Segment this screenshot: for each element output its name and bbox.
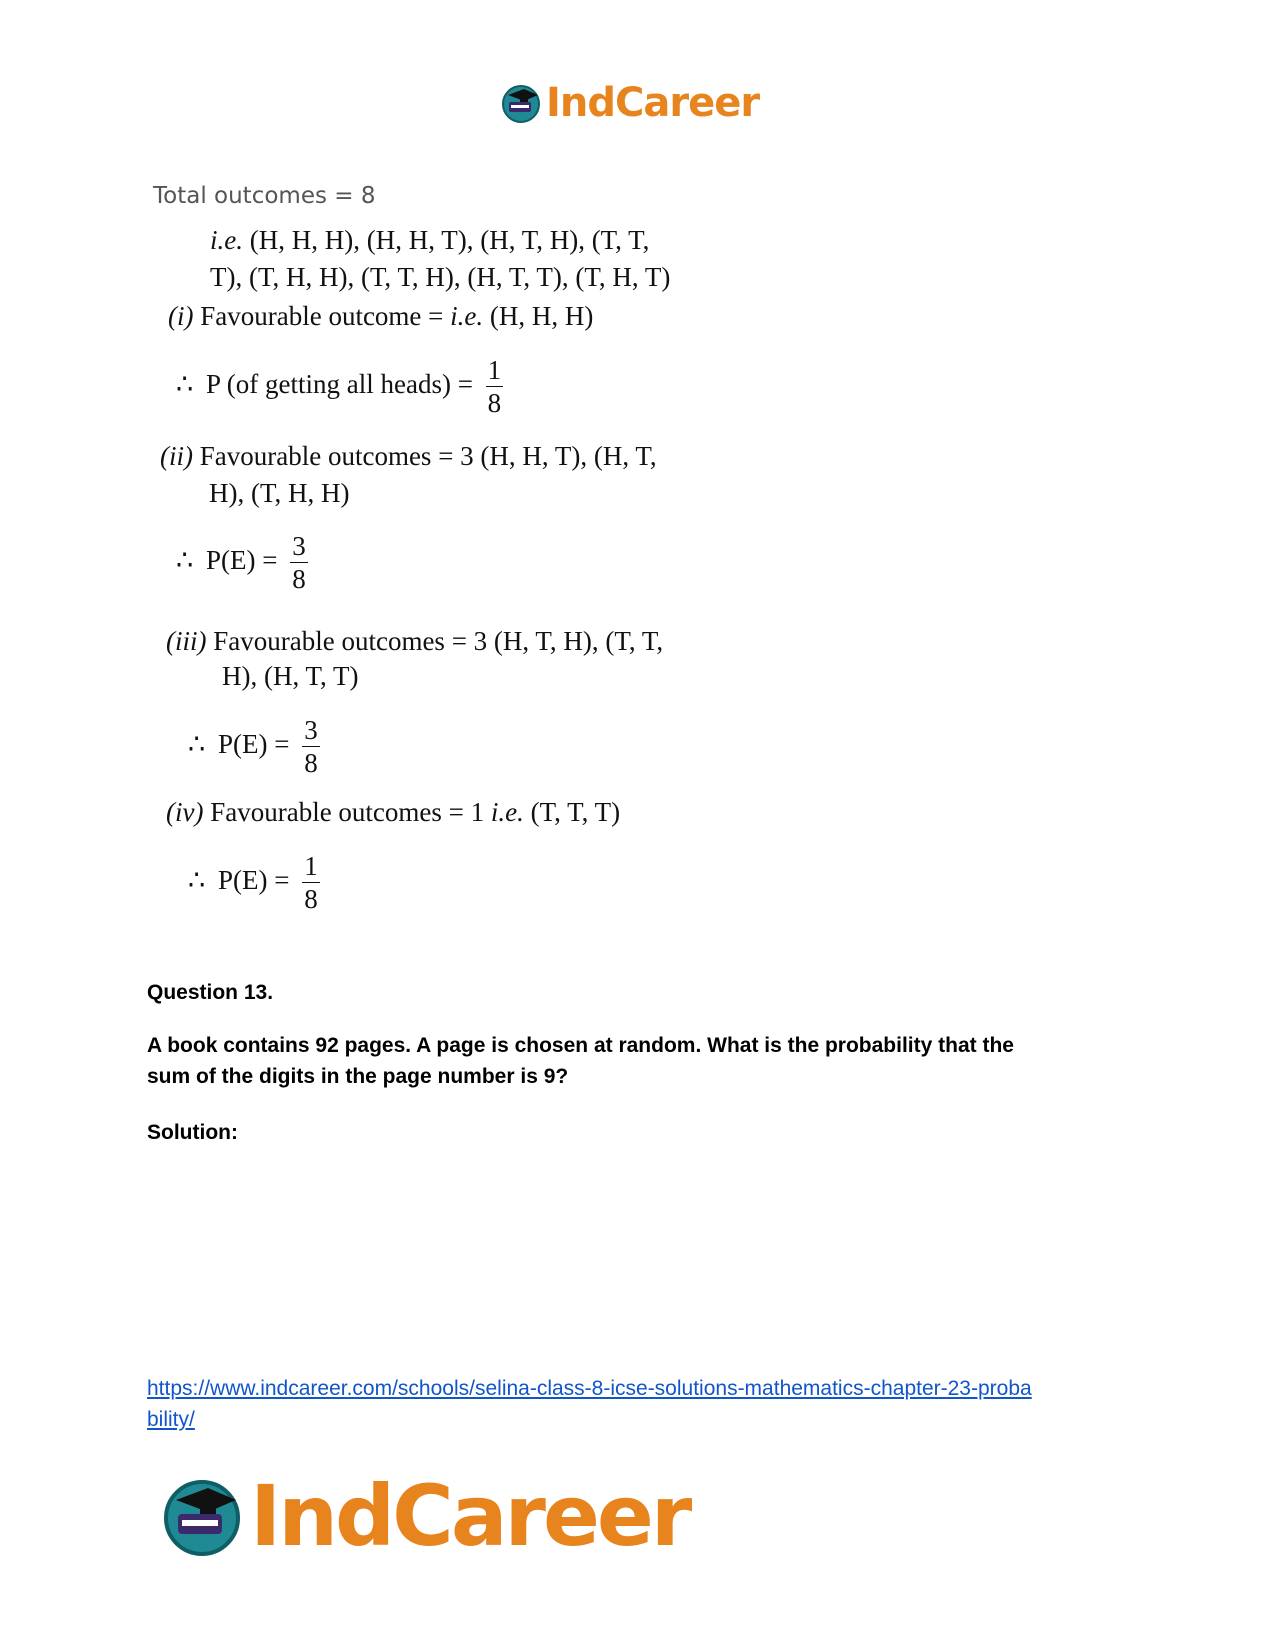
denominator: 8 xyxy=(487,388,502,418)
question-heading: Question 13. xyxy=(147,981,274,1004)
result-iii-lhs: P(E) = xyxy=(218,729,290,760)
outcomes-line-2: T), (T, H, H), (T, T, H), (H, T, T), (T, H, T) xyxy=(210,262,671,292)
part-iii-line-2: H), (H, T, T) xyxy=(222,661,359,691)
question-body-line-2: sum of the digits in the page number is 9? xyxy=(147,1065,569,1088)
part-iv xyxy=(166,797,620,828)
source-link[interactable] xyxy=(147,1373,1147,1435)
result-i-lhs: P (of getting all heads) = xyxy=(206,369,473,400)
part-i-text: Favourable outcome = xyxy=(200,301,451,331)
footer-logo-text: IndCareer xyxy=(250,1466,690,1565)
source-link-line-2[interactable]: bility/ xyxy=(147,1408,195,1431)
part-ii xyxy=(160,441,657,472)
part-i-label: (i) xyxy=(168,301,194,331)
therefore-symbol: ∴ xyxy=(176,545,194,576)
numerator: 1 xyxy=(304,851,318,881)
fraction xyxy=(302,717,320,777)
part-iii xyxy=(166,626,663,657)
part-iv-ie: i.e. xyxy=(490,797,524,827)
total-outcomes: Total outcomes = 8 xyxy=(153,183,376,209)
source-link-line-1[interactable]: https://www.indcareer.com/schools/selina-class-8-icse-solutions-mathematics-chapter-23-proba xyxy=(147,1377,1032,1400)
part-iv-label: (iv) xyxy=(166,797,204,827)
part-iii-label: (iii) xyxy=(166,626,207,656)
graduation-globe-icon xyxy=(500,82,542,124)
question-body xyxy=(147,1030,1127,1092)
fraction xyxy=(302,853,320,913)
fraction xyxy=(290,533,308,593)
part-iii-line-1: Favourable outcomes = 3 (H, T, H), (T, T, xyxy=(213,626,664,656)
numerator: 3 xyxy=(304,715,318,745)
part-i-tail: (H, H, H) xyxy=(483,301,594,331)
result-iv xyxy=(188,853,320,913)
part-iv-tail: (T, T, T) xyxy=(523,797,621,827)
footer-logo xyxy=(160,1468,720,1563)
numerator: 3 xyxy=(292,531,306,561)
therefore-symbol: ∴ xyxy=(188,865,206,896)
ie-label: i.e. xyxy=(210,225,243,255)
question-body-line-1: A book contains 92 pages. A page is chosen at random. What is the probability that the xyxy=(147,1034,1014,1057)
therefore-symbol: ∴ xyxy=(188,729,206,760)
result-i xyxy=(176,357,503,417)
header-logo-text: IndCareer xyxy=(546,80,760,126)
numerator: 1 xyxy=(487,355,502,385)
part-ii-line-2: H), (T, H, H) xyxy=(209,478,350,508)
part-i-ie: i.e. xyxy=(450,301,484,331)
denominator: 8 xyxy=(292,564,306,594)
solution-label: Solution: xyxy=(147,1121,238,1144)
denominator: 8 xyxy=(304,884,318,914)
graduation-globe-icon xyxy=(160,1474,244,1558)
part-i xyxy=(168,301,593,332)
header-logo xyxy=(500,78,780,128)
part-ii-label: (ii) xyxy=(160,441,193,471)
outcomes-line-1 xyxy=(210,225,649,256)
therefore-symbol: ∴ xyxy=(176,369,194,400)
result-iii xyxy=(188,717,320,777)
result-ii xyxy=(176,533,308,593)
result-iv-lhs: P(E) = xyxy=(218,865,290,896)
part-iv-text: Favourable outcomes = 1 xyxy=(210,797,491,827)
denominator: 8 xyxy=(304,748,318,778)
outcomes-list-1: (H, H, H), (H, H, T), (H, T, H), (T, T, xyxy=(249,225,650,255)
result-ii-lhs: P(E) = xyxy=(206,545,278,576)
fraction xyxy=(486,357,504,417)
part-ii-line-1: Favourable outcomes = 3 (H, H, T), (H, T, xyxy=(199,441,657,471)
